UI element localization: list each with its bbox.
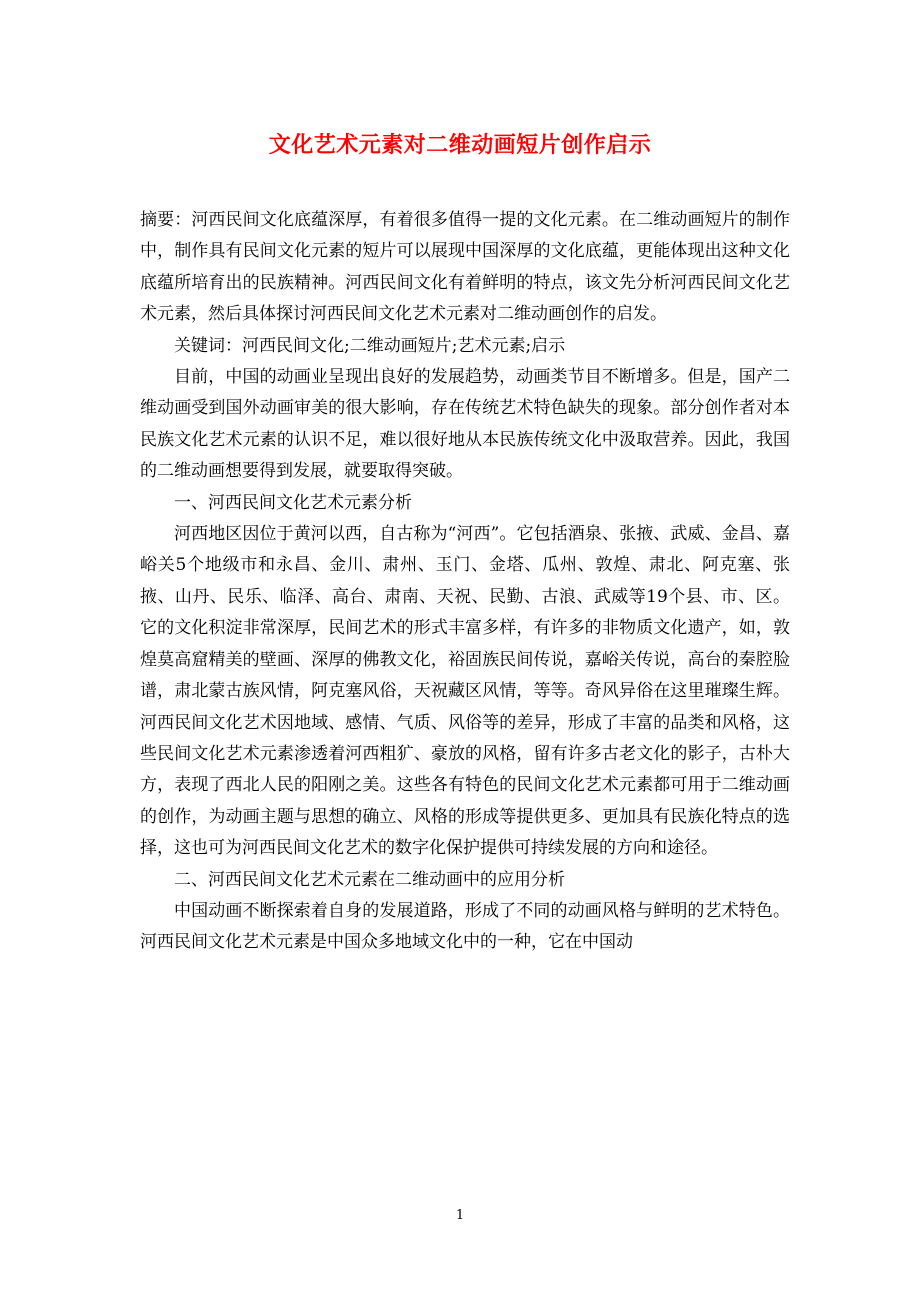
section2-heading: 二、河西民间文化艺术元素在二维动画中的应用分析 — [174, 869, 565, 890]
keywords-paragraph: 关键词：河西民间文化;二维动画短片;艺术元素;启示 — [174, 335, 566, 356]
document-title: 文化艺术元素对二维动画短片创作启示 — [268, 132, 652, 158]
document-body — [140, 205, 790, 959]
section2-paragraph: 中国动画不断探索着自身的发展道路，形成了不同的动画风格与鲜明的艺术特色。河西民间文化艺术元素是中国众多地域文化中的一种，它在中国动 — [140, 900, 790, 953]
section1-paragraph: 河西地区因位于黄河以西，自古称为“河西”。它包括酒泉、张掖、武威、金昌、嘉峪关5个地级市和永昌、金川、肃州、玉门、金塔、瓜州、敦煌、肃北、阿克塞、张掖、山丹、民乐、临泽、高台、肃南、天祝、民勤、古浪、武威等19个县、市、区。它的文化积淀非常深厚，民间艺术的形式丰富多样，有许多的非物质文化遗产，如，敦煌莫高窟精美的壁画、深厚的佛教文化，裕固族民间传说，嘉峪关传说，高台的秦腔脸谱，肃北蒙古族风情，阿克塞风俗，天祝藏区风情，等等。奇风异俗在这里璀璨生辉。河西民间文化艺术因地域、感情、气质、风俗等的差异，形成了丰富的品类和风格，这些民间文化艺术元素渗透着河西粗犷、豪放的风格，留有许多古老文化的影子，古朴大方，表现了西北人民的阳刚之美。这些各有特色的民间文化艺术元素都可用于二维动画的创作，为动画主题与思想的确立、风格的形成等提供更多、更加具有民族化特点的选择，这也可为河西民间文化艺术的数字化保护提供可持续发展的方向和途径。 — [140, 524, 790, 859]
abstract-paragraph: 摘要：河西民间文化底蕴深厚，有着很多值得一提的文化元素。在二维动画短片的制作中，制作具有民间文化元素的短片可以展现中国深厚的文化底蕴，更能体现出这种文化底蕴所培育出的民族精神。河西民间文化有着鲜明的特点，该文先分析河西民间文化艺术元素，然后具体探讨河西民间文化艺术元素对二维动画创作的启发。 — [140, 210, 790, 325]
section1-heading: 一、河西民间文化艺术元素分析 — [174, 492, 412, 513]
page-number: 1 — [455, 1208, 465, 1223]
intro-paragraph: 目前，中国的动画业呈现出良好的发展趋势，动画类节目不断增多。但是，国产二维动画受到国外动画审美的很大影响，存在传统艺术特色缺失的现象。部分创作者对本民族文化艺术元素的认识不足，难以很好地从本民族传统文化中汲取营养。因此，我国的二维动画想要得到发展，就要取得突破。 — [140, 367, 790, 482]
